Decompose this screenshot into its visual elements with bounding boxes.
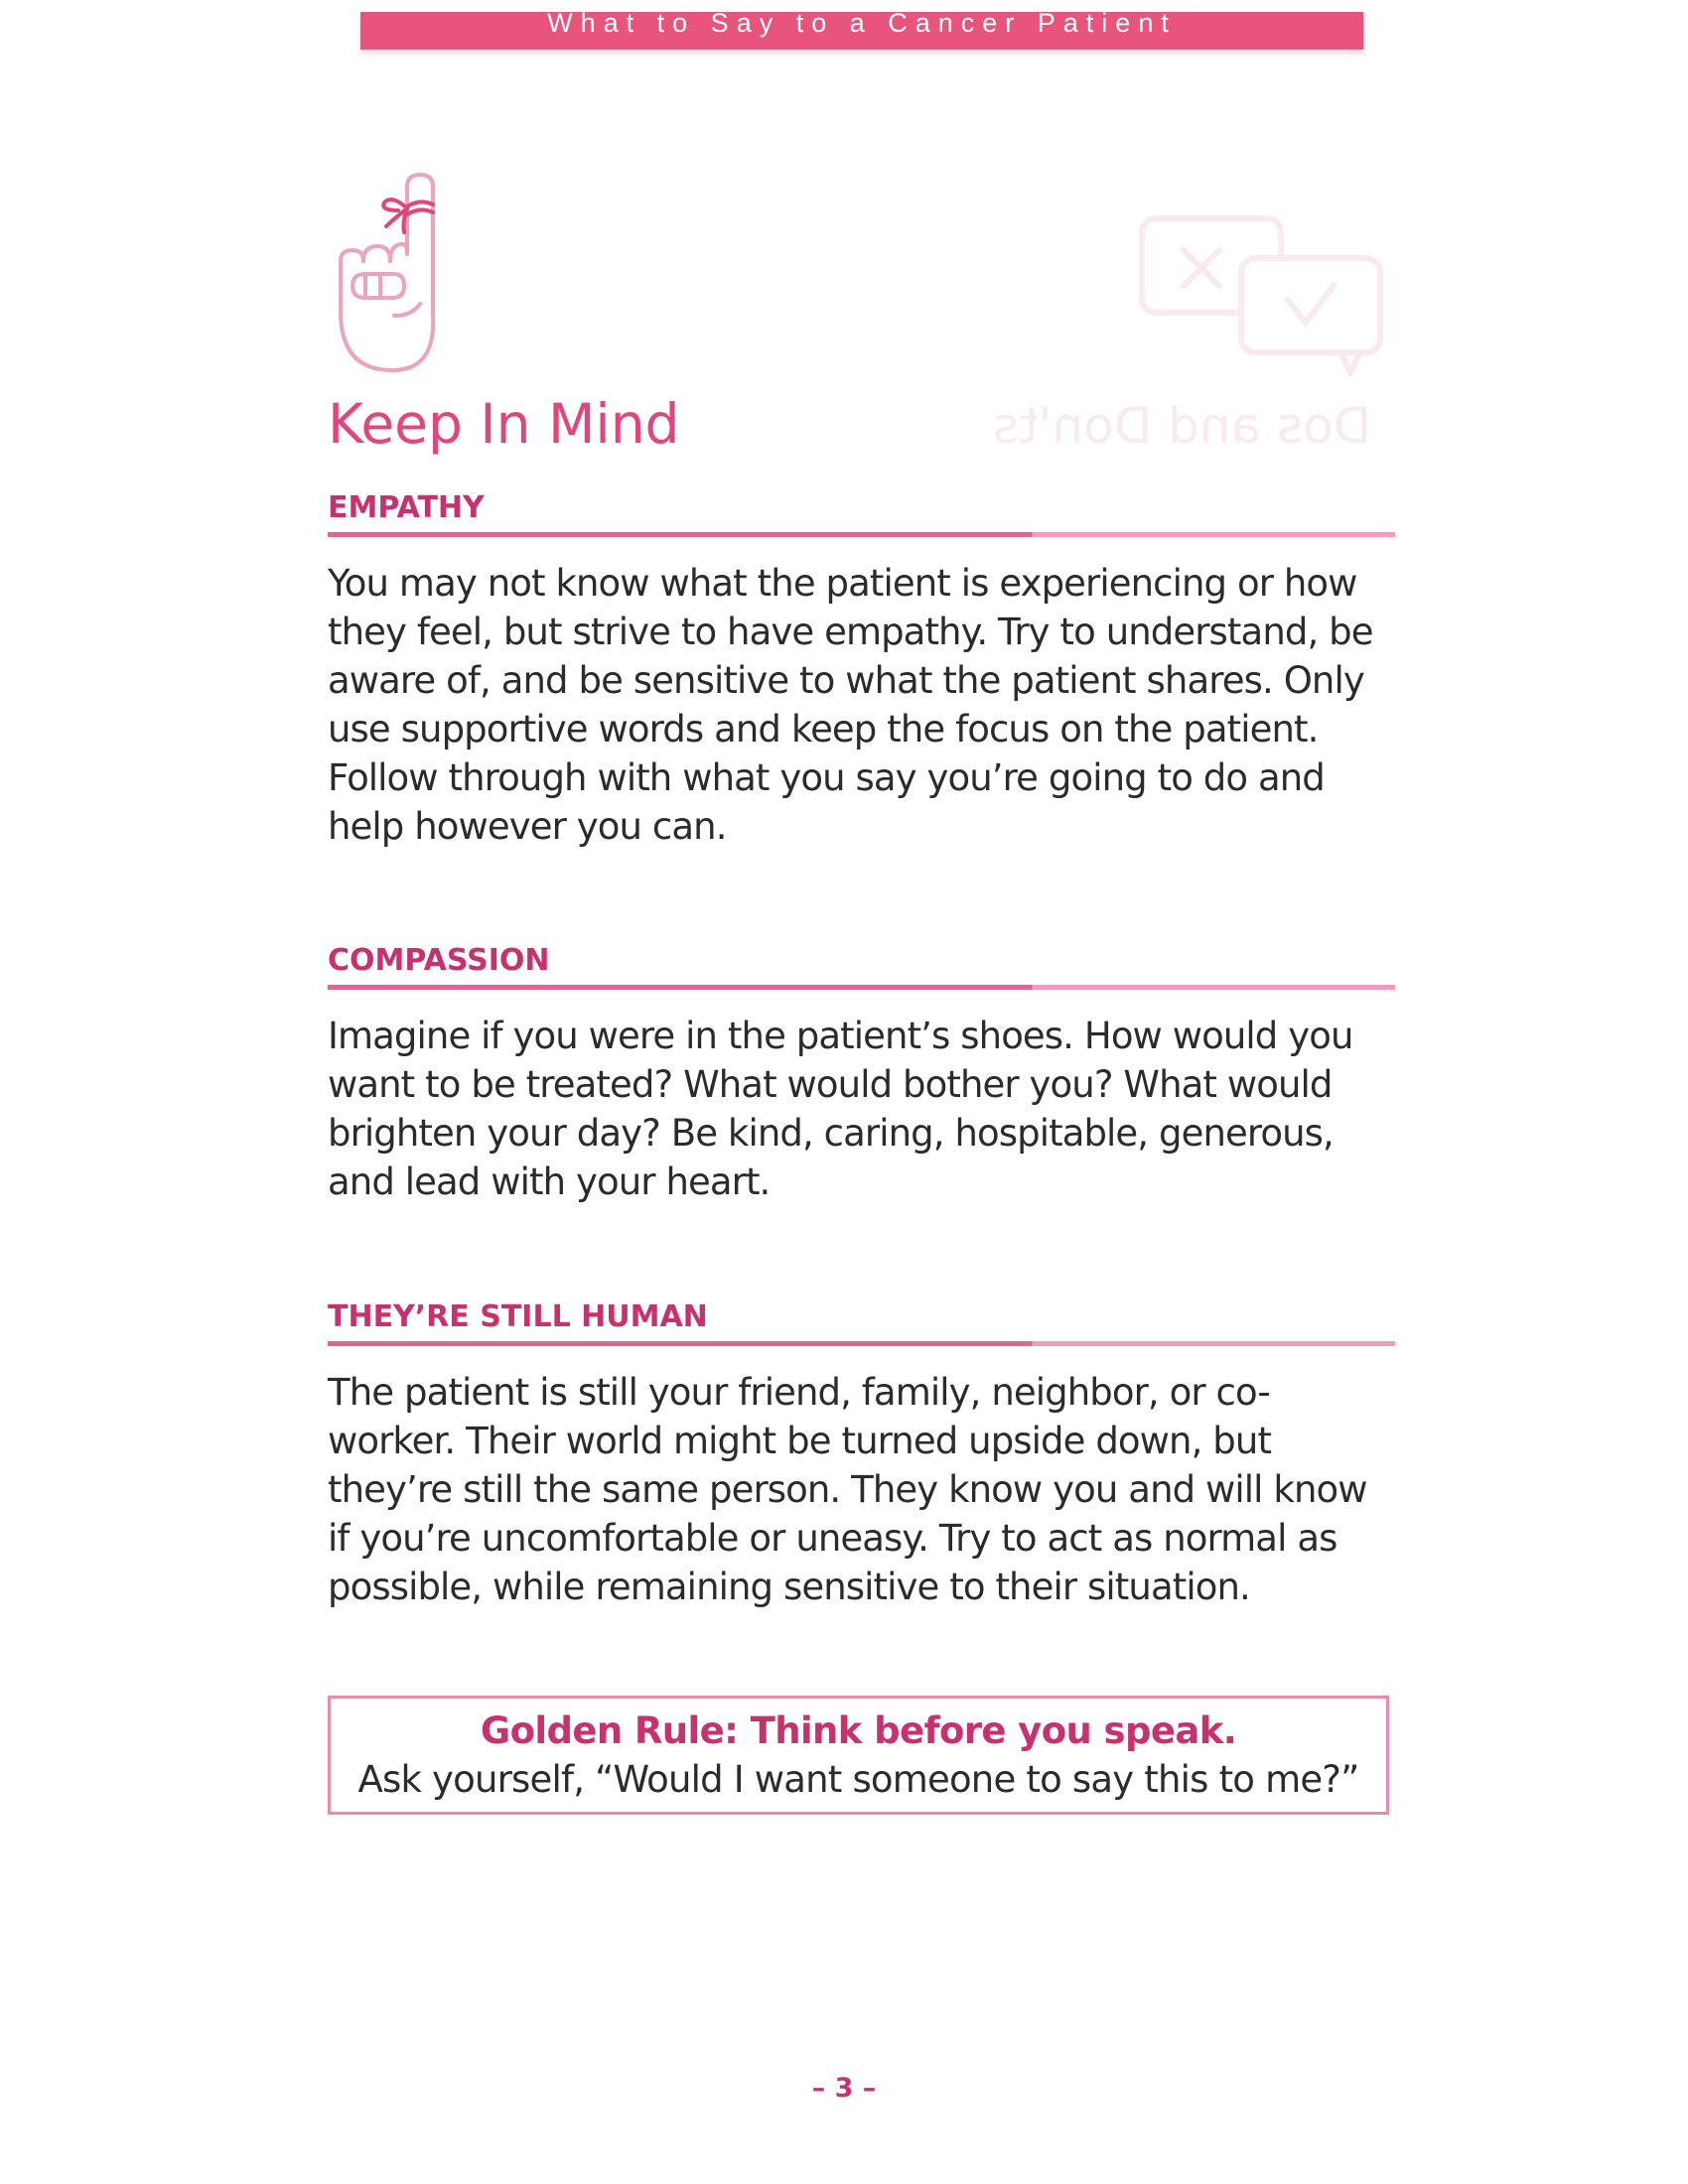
section-body: The patient is still your friend, family, neighbor, or co-worker. Their world might be turned upside down, but they’re still the same person. They know you and will know if you’re uncomfortable or uneasy. Try to act as normal as possible, while remaining sensitive to their situation. (328, 1371, 1367, 1608)
section-divider (328, 1341, 1395, 1346)
section-heading: COMPASSION (328, 943, 550, 978)
chat-bubbles-icon (1132, 208, 1400, 377)
section-still-human (328, 1296, 1395, 1611)
section-divider (328, 532, 1395, 537)
section-compassion (328, 939, 1395, 1206)
header-banner (360, 12, 1363, 50)
hand-ribbon-icon (333, 167, 462, 375)
section-empathy (328, 486, 1395, 851)
golden-rule-callout (328, 1696, 1389, 1815)
section-divider (328, 985, 1395, 990)
golden-rule-text: Ask yourself, “Would I want someone to say this to me?” (357, 1758, 1359, 1801)
section-heading: EMPATHY (328, 490, 485, 525)
bleed-through-title: Dos and Don'ts (993, 397, 1372, 455)
section-heading: THEY’RE STILL HUMAN (328, 1299, 708, 1334)
header-banner-text: What to Say to a Cancer Patient (547, 12, 1177, 38)
golden-rule-title: Golden Rule: Think before you speak. (480, 1709, 1237, 1752)
section-body: Imagine if you were in the patient’s shoes. How would you want to be treated? What would bother you? What would brighten your day? Be kind, caring, hospitable, generous, and lead with your heart. (328, 1015, 1353, 1203)
page-number: – 3 – (811, 2073, 877, 2104)
page-title: Keep In Mind (328, 392, 680, 456)
section-body: You may not know what the patient is experiencing or how they feel, but strive to have empathy. Try to understand, be aware of, and be sensitive to what the patient shares. Only use supportive words and keep the focus on the patient. Follow through with what you say you’re going to do and help however you can. (328, 562, 1373, 848)
